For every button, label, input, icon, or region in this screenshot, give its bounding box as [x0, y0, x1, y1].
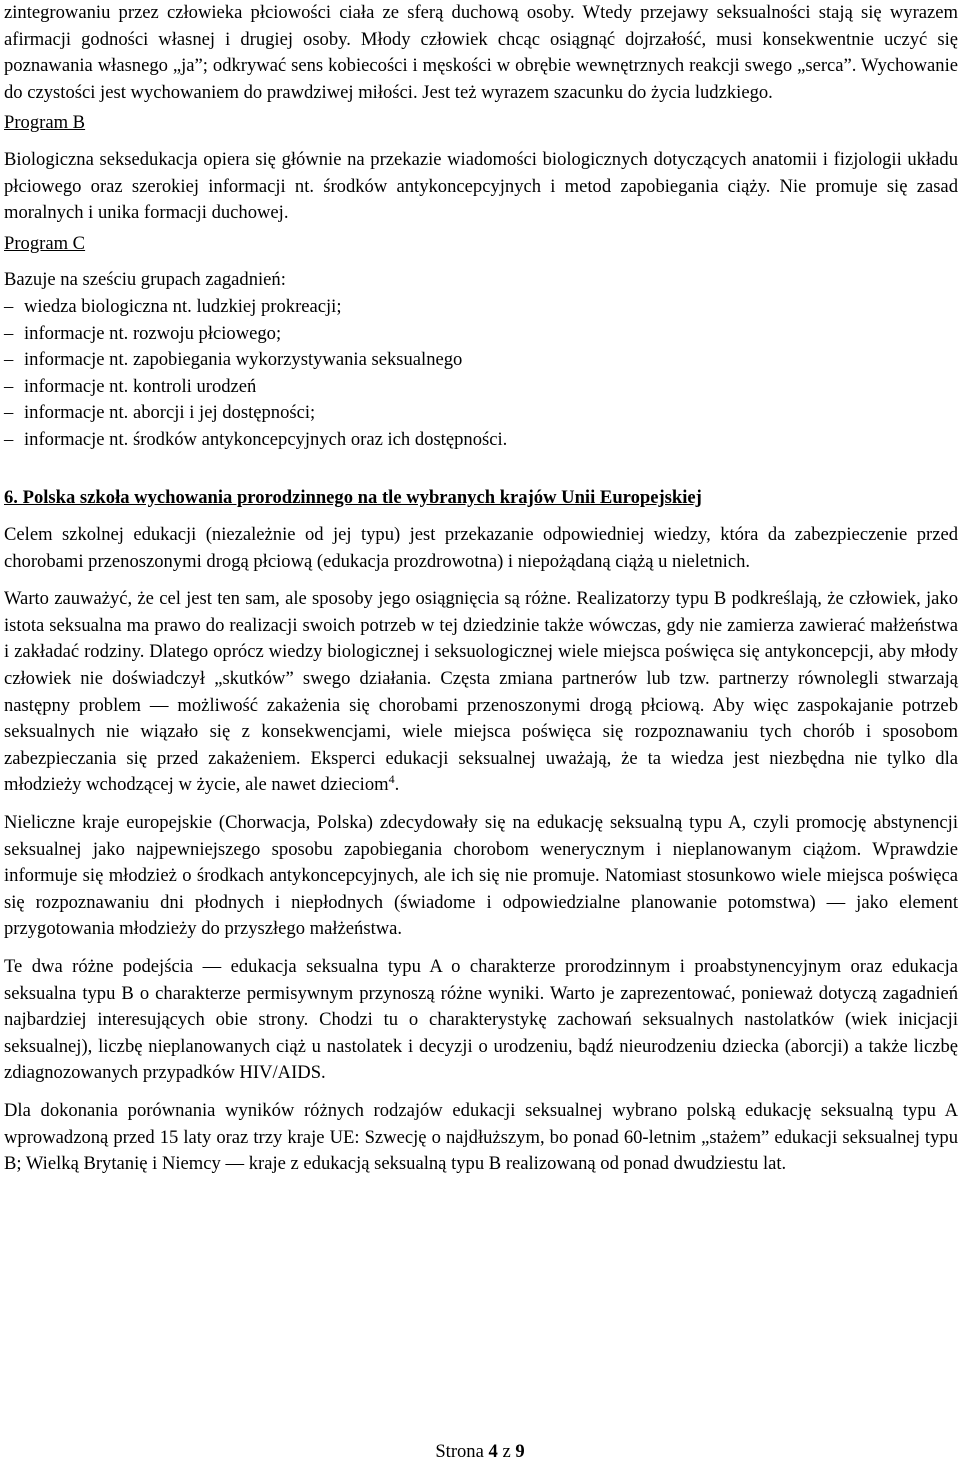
dash-marker: –: [4, 295, 14, 317]
list-item-text: informacje nt. środków antykoncepcyjnych oraz ich dostępności.: [24, 428, 508, 450]
dash-marker: –: [4, 322, 14, 344]
page-footer: [0, 1440, 960, 1464]
footer-page-total: 9: [515, 1441, 525, 1462]
list-item: [4, 427, 958, 454]
list-item-text: informacje nt. zapobiegania wykorzystywania seksualnego: [24, 349, 463, 371]
program-b-text: Biologiczna seksedukacja opiera się głównie na przekazie wiadomości biologicznych dotyczących anatomii i fizjologii układu płciowego oraz szerokiej informacji nt. środków antykoncepcyjnych i metod zapobiegania ciąży. Nie promuje się zasad moralnych i unika formacji duchowej.: [4, 148, 958, 224]
footer-of: z: [502, 1441, 511, 1462]
section-6-paragraph-3: Nieliczne kraje europejskie (Chorwacja, Polska) zdecydowały się na edukację seksualną typu A, czyli promocję abstynencji seksualnej jako najpewniejszego sposobu zapobiegania chorobom wenerycznym i nieplanowanym ciążom. Wprawdzie informuje się młodzież o środkach antykoncepcyjnych, ale ich się nie promuje. Natomiast stosunkowo wiele miejsca poświęca się rozpoznawaniu dni płodnych i niepłodnych (świadome i odpowiedzialne planowanie potomstwa) — jako element przygotowania młodzieży do przyszłego małżeństwa.: [4, 812, 958, 940]
document-page: [4, 0, 958, 1178]
footer-prefix: Strona: [435, 1441, 484, 1462]
dash-marker: –: [4, 375, 14, 397]
dash-marker: –: [4, 349, 14, 371]
list-item: [4, 400, 958, 427]
intro-paragraph: zintegrowaniu przez człowieka płciowości ciała ze sferą duchową osoby. Wtedy przejawy seksualności stają się wyrazem afirmacji godności własnej i drugiej osoby. Młody człowiek chcąc osiągnąć dojrzałość, musi konsekwentnie uczyć się poznawania własnego „ja”; odkrywać sens kobiecości i męskości w obrębie wewnętrznych reakcji swego „serca”. Wychowanie do czystości jest wychowaniem do prawdziwej miłości. Jest też wyrazem szacunku do życia ludzkiego.: [4, 2, 958, 103]
footer-page-number: 4: [488, 1441, 498, 1462]
list-item-text: wiedza biologiczna nt. ludzkiej prokreacji;: [24, 295, 342, 317]
section-6-paragraph-5: Dla dokonania porównania wyników różnych rodzajów edukacji seksualnej wybrano polską edukację seksualną typu A wprowadzoną przed 15 laty oraz trzy kraje UE: Szwecję o najdłuższym, bo ponad 60-letnim „stażem” edukacji seksualnej typu B; Wielką Brytanię i Niemcy — kraje z edukacją seksualną typu B realizowaną od ponad dwudziestu lat.: [4, 1099, 958, 1175]
program-c-list: [4, 294, 958, 454]
dash-marker: –: [4, 402, 14, 424]
section-6-title: 6. Polska szkoła wychowania prorodzinnego na tle wybranych krajów Unii Europejskiej: [4, 486, 702, 508]
section-6-paragraph-1: Celem szkolnej edukacji (niezależnie od jej typu) jest przekazanie odpowiedniej wiedzy, która da zabezpieczenie przed chorobami przenoszonymi drogą płciową (edukacja prozdrowotna) i niepożądaną ciążą u nieletnich.: [4, 524, 958, 572]
paragraph-2-end: .: [394, 774, 400, 796]
list-item: [4, 321, 958, 348]
list-item-text: informacje nt. rozwoju płciowego;: [24, 322, 282, 344]
section-6-paragraph-2: [4, 586, 958, 799]
list-item-text: informacje nt. aborcji i jej dostępności;: [24, 402, 316, 424]
list-item: [4, 294, 958, 321]
footnote-ref[interactable]: 4: [388, 772, 395, 787]
program-b-heading: Program B: [4, 112, 86, 134]
section-6-paragraph-4: Te dwa różne podejścia — edukacja seksualna typu A o charakterze prorodzinnym i proabstynencyjnym oraz edukacja seksualna typu B o charakterze permisywnym przynoszą różne wyniki. Warto je zaprezentować, ponieważ dotyczą zagadnień najbardziej interesujących obie strony. Chodzi tu o charakterystykę zachowań seksualnych nastolatków (wiek inicjacji seksualnej), liczbę nieplanowanych ciąż u nastolatek i decyzji o urodzeniu, bądź nieurodzeniu dziecka (aborcji) a także liczbę zdiagnozowanych przypadków HIV/AIDS.: [4, 956, 958, 1084]
program-c-heading: Program C: [4, 232, 86, 254]
list-item: [4, 347, 958, 374]
paragraph-2-text: Warto zauważyć, że cel jest ten sam, ale sposoby jego osiągnięcia są różne. Realizatorzy typu B podkreślają, że człowiek, jako istota seksualna ma prawo do realizacji swoich potrzeb w tej dziedzinie także wówczas, gdy nie zamierza zawierać małżeństwa i zakładać rodziny. Dlatego oprócz wiedzy biologicznej i seksuologicznej wiele miejsca poświęca się antykoncepcji, aby młody człowiek nie doświadczył „skutków” swego działania. Częsta zmiana partnerów lub tzw. partnerzy równolegli stwarzają następny problem — możliwość zakażenia się chorobami przenoszonymi drogą płciową. Aby więc zaspokajanie potrzeb seksualnych nie wiązało się z konsekwencjami, wiele miejsca poświęca się rozpoznawaniu tych chorób i sposobom zabezpieczania się przed zakażeniem. Eksperci edukacji seksualnej uważają, że ta wiedza jest niezbędna nie tylko dla młodzieży wchodzącej w życie, ale nawet dzieciom: [4, 588, 958, 796]
list-item-text: informacje nt. kontroli urodzeń: [24, 375, 257, 397]
list-item: [4, 374, 958, 401]
dash-marker: –: [4, 428, 14, 450]
program-c-intro: Bazuje na sześciu grupach zagadnień:: [4, 269, 286, 291]
